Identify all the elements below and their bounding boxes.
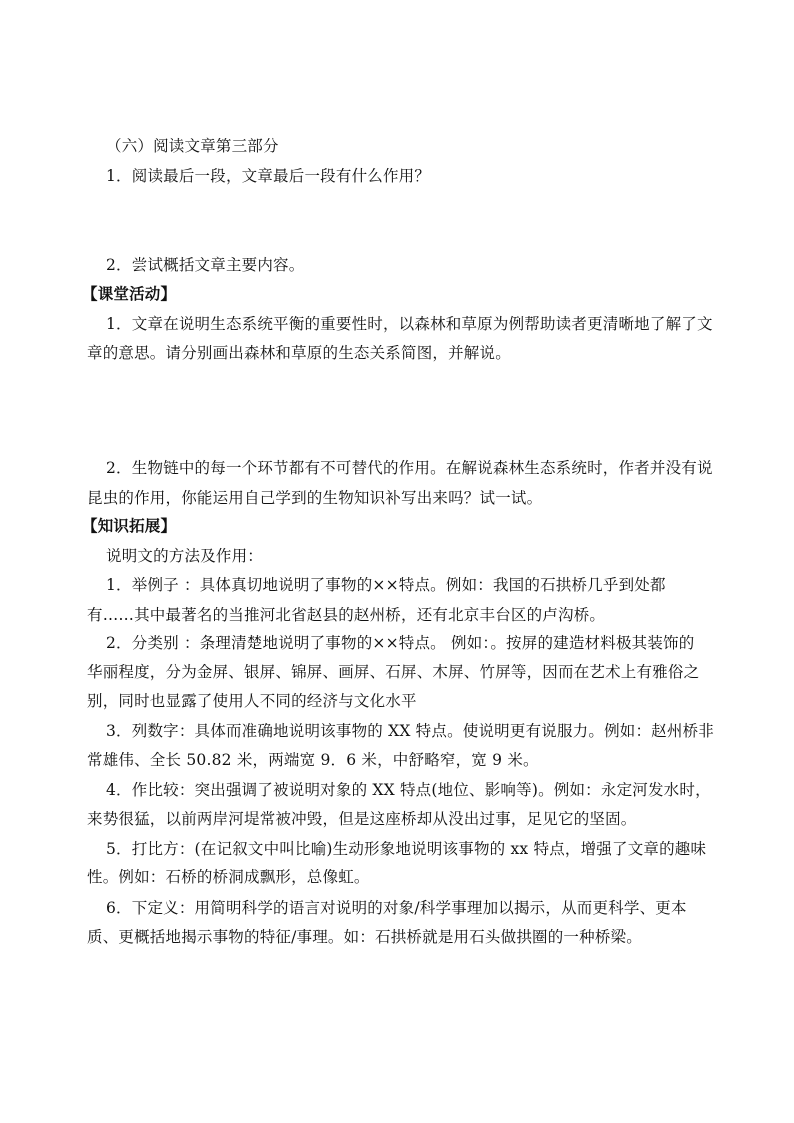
- knowledge-heading: 【知识拓展】: [82, 516, 177, 535]
- activity-2-line-1: 2．生物链中的每一个环节都有不可替代的作用。在解说森林生态系统时，作者并没有说: [106, 459, 713, 477]
- method-6-line-1: 6．下定义：用简明科学的语言对说明的对象/科学事理加以揭示，从而更科学、更本: [106, 899, 687, 917]
- method-1-line-2: 有……其中最著名的当推河北省赵县的赵州桥，还有北京丰台区的卢沟桥。: [87, 606, 606, 624]
- method-3-line-2: 常雄伟、全长 50.82 米，两端宽 9．6 米，中舒略窄，宽 9 米。: [87, 751, 539, 769]
- section-title: （六）阅读文章第三部分: [106, 137, 279, 155]
- method-5-line-2: 性。例如：石桥的桥洞成飘形，总像虹。: [87, 868, 370, 886]
- method-2-line-2: 华丽程度，分为金屏、银屏、锦屏、画屏、石屏、木屏、竹屏等，因而在艺术上有雅俗之: [87, 663, 700, 681]
- methods-intro: 说明文的方法及作用：: [106, 547, 264, 565]
- method-2-line-3: 别，同时也显露了使用人不同的经济与文化水平: [87, 692, 417, 710]
- activity-1-line-2: 章的意思。请分别画出森林和草原的生态关系简图，并解说。: [87, 344, 511, 362]
- method-4-line-2: 来势很猛，以前两岸河堤常被冲毁，但是这座桥却从没出过事，足见它的坚固。: [87, 810, 637, 828]
- activity-1-line-1: 1．文章在说明生态系统平衡的重要性时，以森林和草原为例帮助读者更清晰地了解了文: [106, 315, 713, 333]
- classroom-heading: 【课堂活动】: [82, 284, 177, 303]
- method-6-line-2: 质、更概括地揭示事物的特征/事理。如：石拱桥就是用石头做拱圈的一种桥梁。: [87, 928, 642, 946]
- method-5-line-1: 5．打比方：(在记叙文中叫比喻)生动形象地说明该事物的 xx 特点，增强了文章的趣味: [106, 840, 707, 858]
- method-2-line-1: 2．分类别 ：条理清楚地说明了事物的××特点。 例如：。按屏的建造材料极其装饰的: [106, 634, 695, 652]
- method-3-line-1: 3．列数字：具体而准确地说明该事物的 XX 特点。使说明更有说服力。例如：赵州桥非: [106, 722, 714, 740]
- question-2: 2．尝试概括文章主要内容。: [106, 256, 305, 274]
- method-4-line-1: 4．作比较：突出强调了被说明对象的 XX 特点(地位、影响等)。例如：永定河发水时，: [106, 781, 711, 799]
- question-1: 1．阅读最后一段，文章最后一段有什么作用？: [106, 167, 431, 185]
- activity-2-line-2: 昆虫的作用，你能运用自己学到的生物知识补写出来吗？试一试。: [87, 489, 543, 507]
- method-1-line-1: 1．举例子 ：具体真切地说明了事物的××特点。例如：我国的石拱桥几乎到处都: [106, 576, 666, 594]
